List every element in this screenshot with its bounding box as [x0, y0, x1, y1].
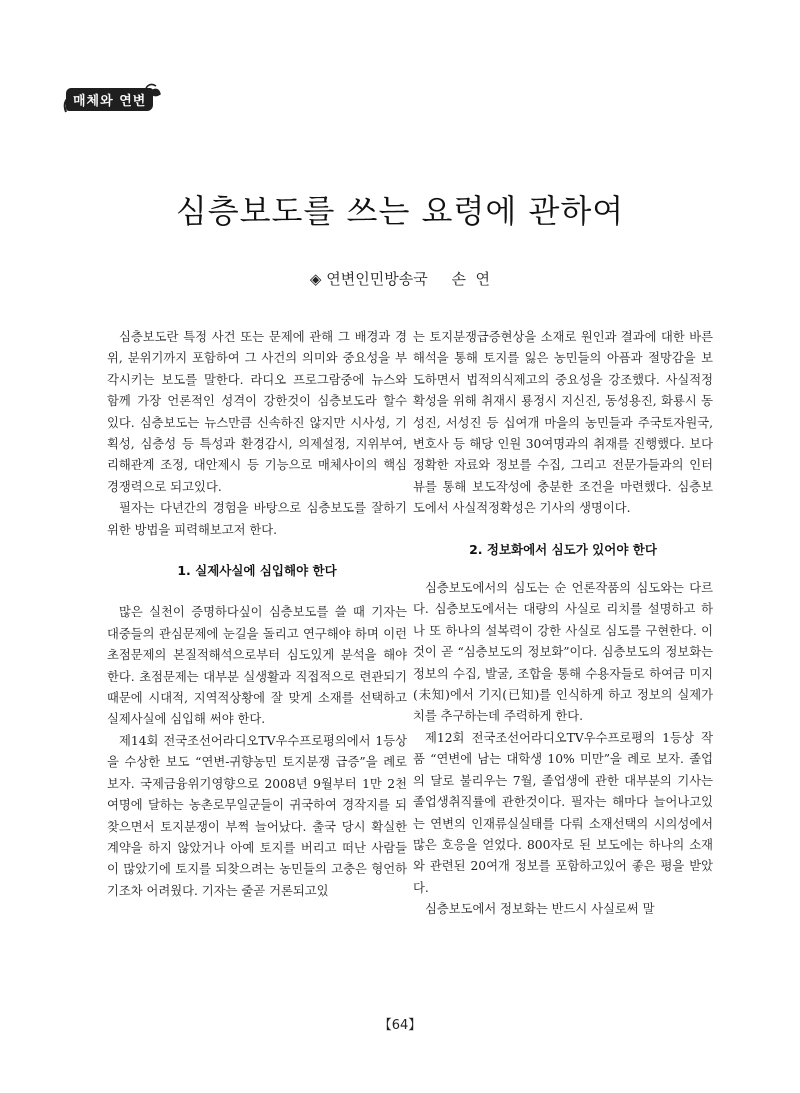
body-paragraph: 심층보도에서의 심도는 순 언론작품의 심도와는 다르다. 심층보도에서는 대량의 사실로 리치를 설명하고 하나 또 하나의 설복력이 강한 사실로 심도를 구현한다. 이것이 곧 “심층보도의 정보화”이다. 심층보도의 정보화는 정보의 수집, 발굴, 조합을 통해 수용자들로 하여금 미지(未知)에서 기지(已知)를 인식하게 하고 정보의 실제가치를 추구하는데 주력하게 한다.: [413, 581, 713, 724]
section-heading-2: 2. 정보화에서 심도가 있어야 한다: [469, 541, 657, 557]
body-paragraph: 심층보도에서 정보화는 반드시 사실로써 말: [425, 902, 655, 917]
body-paragraph: 필자는 다년간의 경험을 바탕으로 심층보도를 잘하기 위한 방법을 피력해보고저 한다.: [107, 501, 407, 537]
right-column: [413, 327, 713, 921]
badge-label: 매체와 연변: [73, 94, 147, 109]
left-column: [107, 327, 407, 902]
byline-diamond-icon: ◈: [309, 270, 322, 288]
byline-organization: 연변인민방송국: [326, 270, 428, 288]
byline-author: 손 연: [451, 270, 491, 288]
page-number: 【64】: [378, 1018, 422, 1033]
body-paragraph-continued: 는 토지분쟁급증현상을 소재로 원인과 결과에 대한 바른 해석을 통해 토지를 잃은 농민들의 아픔과 절망감을 보도하면서 법적의식제고의 중요성을 강조했다. 사실적정확성을 위해 취재시 룡정시 지신진, 동성용진, 화룡시 동성진, 서성진 등 십여개 마을의 농민들과 주국토자원국, 변호사 등 해당 인원 30여명과의 취재를 진행했다. 보다 정확한 자료와 정보를 수집, 그리고 전문가들과의 인터뷰를 통해 보도작성에 충분한 조건을 마련했다. 심층보도에서 사실적정확성은 기사의 생명이다.: [413, 330, 713, 516]
body-paragraph: 많은 실천이 증명하다싶이 심층보도를 쓸 때 기자는 대중들의 관심문제에 눈길을 돌리고 연구해야 하며 이런 초점문제의 본질적해석으로부터 심도있게 분석을 해야 한다. 초점문제는 대부분 실생활과 직접적으로 련관되기때문에 시대적, 지역적상황에 잘 맞게 소재를 선택하고 실제사실에 심입해 써야 한다.: [107, 605, 407, 727]
body-paragraph: 제12회 전국조선어라디오TV우수프로평의 1등상 작품 “연변에 남는 대학생 10% 미만”을 례로 보자. 졸업의 달로 불리우는 7월, 졸업생에 관한 대부분의 기사는 졸업생취직률에 관한것이다. 필자는 해마다 늘어나고있는 연변의 인재류실실태를 다뤄 소재선택의 시의성에서 많은 호응을 얻었다. 800자로 된 보도에는 하나의 소재와 관련된 20여개 정보를 포함하고있어 좋은 평을 받았다.: [413, 730, 713, 895]
section-heading-1: 1. 실제사실에 심입해야 한다: [177, 563, 337, 579]
byline: [0, 268, 800, 289]
badge-box: [66, 88, 153, 111]
section-badge: [62, 82, 152, 112]
body-paragraph: 심층보도란 특정 사건 또는 문제에 관해 그 배경과 경위, 분위기까지 포함하여 그 사건의 의미와 중요성을 부각시키는 보도를 말한다. 라디오 프로그람중에 뉴스와 함께 가장 언론적인 성격이 강한것이 심층보도라 할수 있다. 심층보도는 뉴스만큼 신속하진 않지만 시사성, 기획성, 심층성 등 특성과 환경감시, 의제설정, 지위부여, 리해관계 조정, 대안제시 등 기능으로 매체사이의 핵심경쟁력으로 되고있다.: [107, 330, 407, 494]
body-paragraph: 제14회 전국조선어라디오TV우수프로평의에서 1등상을 수상한 보도 “연변-귀향농민 토지분쟁 급증”을 례로 보자. 국제금융위기영향으로 2008년 9월부터 1만 2천여명에 달하는 농촌로무일군들이 귀국하여 경작지를 되찾으면서 토지분쟁이 부쩍 늘어났다. 출국 당시 확실한 계약을 하지 않았거나 아예 토지를 버리고 떠난 사람들이 많았기에 토지를 되찾으려는 농민들의 고충은 형언하기조차 어려웠다. 기자는 줄곧 거론되고있: [107, 733, 407, 898]
article-title: 심층보도를 쓰는 요령에 관하여: [175, 192, 625, 230]
